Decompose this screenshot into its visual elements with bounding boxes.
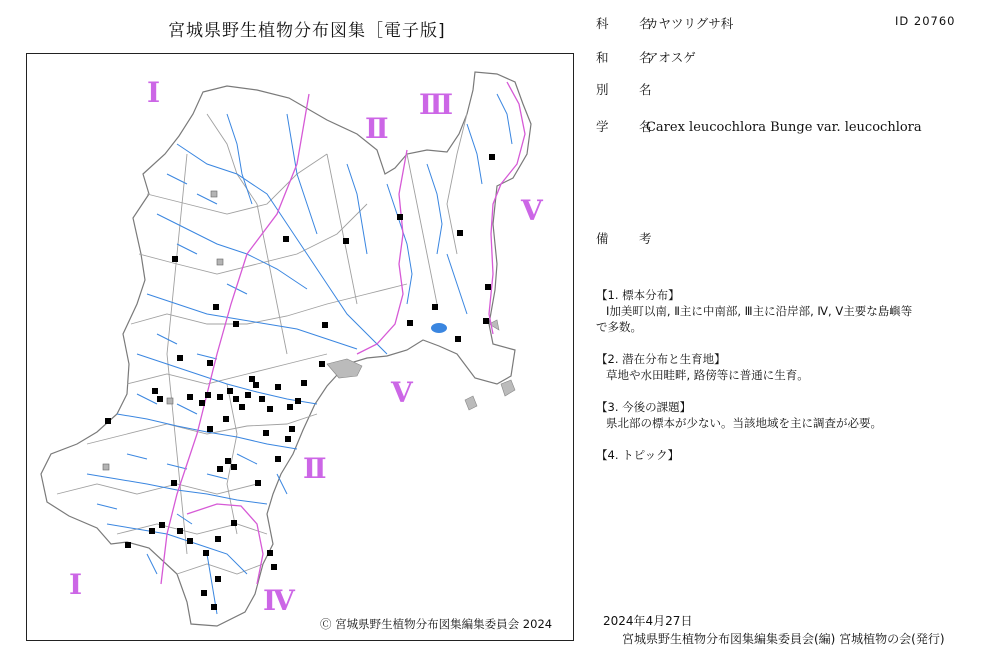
copyright-notice: Ⓒ 宮城県野生植物分布図集編集委員会 2024 — [320, 617, 553, 631]
region-label-2-bottom: Ⅱ — [303, 452, 327, 485]
alias-row — [596, 80, 661, 98]
publisher: 宮城県野生植物分布図集編集委員会(編) 宮城植物の会(発行) — [622, 632, 945, 646]
lake — [431, 323, 447, 333]
japanese-name-label: 和 名 — [596, 50, 661, 65]
region-label-5-mid: Ⅴ — [391, 376, 413, 409]
scientific-name-row — [596, 117, 922, 135]
family-label: 科 名 — [596, 16, 661, 31]
region-label-4: Ⅳ — [263, 584, 295, 617]
region-label-5-right: Ⅴ — [521, 194, 543, 227]
note-text-specimen-1: Ⅰ加美町以南, Ⅱ主に中南部, Ⅲ主に沿岸部, Ⅳ, Ⅴ主要な島嶼等 — [606, 304, 913, 318]
note-section-specimen — [596, 287, 986, 335]
map-title: 宮城県野生植物分布図集［電子版] — [168, 21, 446, 41]
remarks-row — [596, 229, 661, 247]
region-label-1-bottom: Ⅰ — [69, 568, 83, 601]
note-section-habitat — [596, 351, 986, 383]
note-text-habitat: 草地や水田畦畔, 路傍等に普通に生育。 — [606, 368, 809, 382]
note-heading-habitat: 【2. 潜在分布と生育地】 — [596, 352, 726, 366]
japanese-name-row — [596, 48, 696, 66]
note-section-topic — [596, 447, 986, 463]
alias-label: 別 名 — [596, 82, 661, 97]
distribution-map — [26, 53, 574, 641]
note-text-specimen-2: で多数。 — [596, 320, 642, 334]
publication-date: 2024年4月27日 — [603, 614, 693, 628]
notes — [596, 287, 986, 479]
region-label-2-top: Ⅱ — [365, 112, 389, 145]
scientific-name-value: Carex leucochlora Bunge var. leucochlora — [645, 120, 922, 135]
family-value: カヤツリグサ科 — [645, 16, 734, 31]
region-label-3: Ⅲ — [419, 88, 454, 121]
note-heading-topic: 【4. トピック】 — [596, 448, 680, 462]
family-row — [596, 14, 733, 32]
note-section-issues — [596, 399, 986, 431]
region-label-1-top: Ⅰ — [147, 76, 161, 109]
remarks-label: 備 考 — [596, 231, 661, 246]
note-heading-issues: 【3. 今後の課題】 — [596, 400, 692, 414]
note-text-issues: 県北部の標本が少ない。当該地域を主に調査が必要。 — [606, 416, 882, 430]
map-svg — [27, 54, 573, 640]
japanese-name-value: アオスゲ — [645, 50, 696, 65]
scientific-name-label: 学 名 — [596, 119, 661, 134]
id-value: ID 20760 — [895, 14, 956, 28]
note-heading-specimen: 【1. 標本分布】 — [596, 288, 680, 302]
